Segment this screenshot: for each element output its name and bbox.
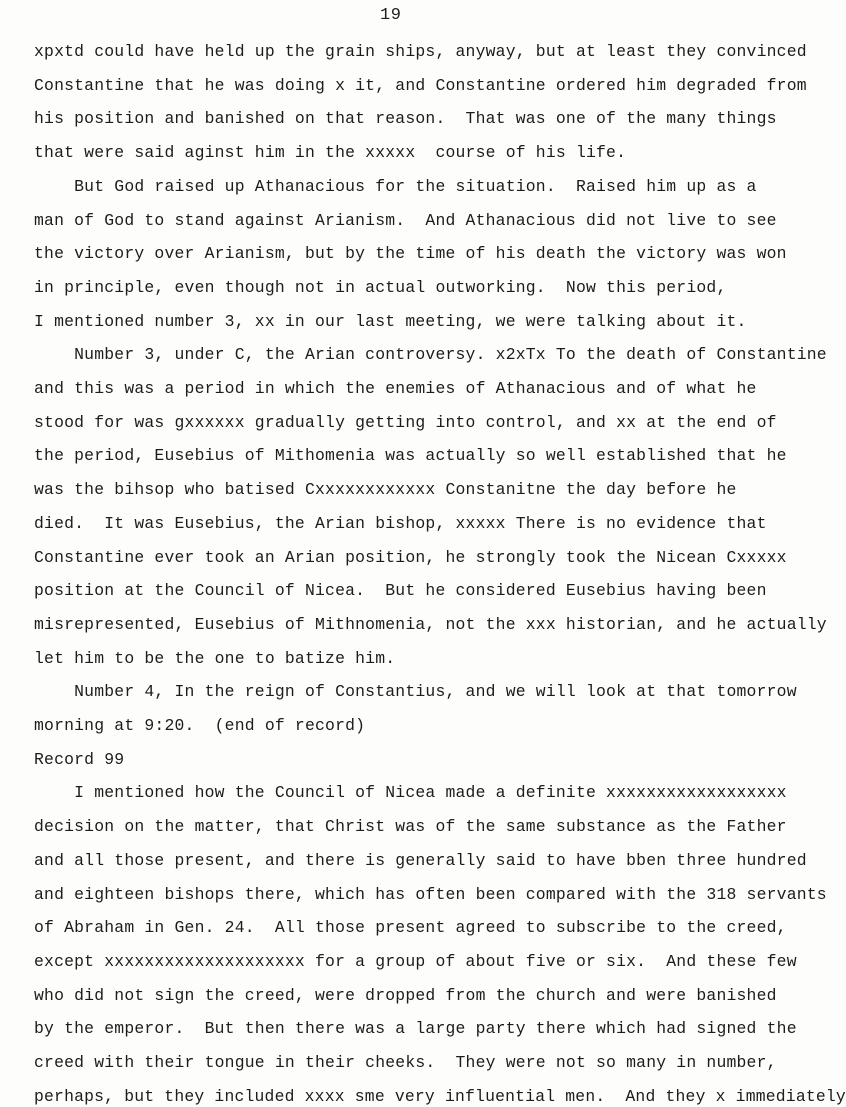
text-line: died. It was Eusebius, the Arian bishop, xxxxx There is no evidence that: [34, 513, 767, 533]
text-line: and eighteen bishops there, which has often been compared with the 318 servants: [34, 884, 827, 904]
text-line: Record 99: [34, 749, 125, 769]
text-line: of Abraham in Gen. 24. All those present agreed to subscribe to the creed,: [34, 918, 787, 938]
text-line: misrepresented, Eusebius of Mithnomenia, not the xxx historian, and he actually: [34, 614, 827, 634]
text-line: who did not sign the creed, were dropped from the church and were banished: [34, 985, 777, 1005]
text-line: morning at 9:20. (end of record): [34, 716, 366, 735]
text-line: Number 3, under C, the Arian controversy. x2xTx To the death of Constantine: [34, 345, 827, 365]
text-line: creed with their tongue in their cheeks. They were not so many in number,: [34, 1053, 777, 1072]
page-number: 19: [380, 6, 402, 25]
text-line: perhaps, but they included xxxx sme very influential men. And they x immediately: [34, 1086, 846, 1106]
text-line: decision on the matter, that Christ was of the same substance as the Father: [34, 817, 787, 837]
text-line: the victory over Arianism, but by the time of his death the victory was won: [34, 244, 787, 264]
text-line: Constantine ever took an Arian position, he strongly took the Nicean Cxxxxx: [34, 547, 787, 567]
text-line: I mentioned how the Council of Nicea made a definite xxxxxxxxxxxxxxxxxx: [34, 783, 787, 803]
text-line: Constantine that he was doing x it, and Constantine ordered him degraded from: [34, 75, 807, 95]
text-line: in principle, even though not in actual outworking. Now this period,: [34, 277, 727, 297]
text-line: But God raised up Athanacious for the situation. Raised him up as a: [34, 176, 757, 196]
text-line: Number 4, In the reign of Constantius, and we will look at that tomorrow: [34, 682, 797, 702]
text-line: I mentioned number 3, xx in our last meeting, we were talking about it.: [34, 311, 747, 331]
text-line: stood for was gxxxxxx gradually getting into control, and xx at the end of: [34, 412, 777, 432]
text-line: and this was a period in which the enemies of Athanacious and of what he: [34, 379, 757, 398]
text-line: the period, Eusebius of Mithomenia was actually so well established that he: [34, 446, 787, 466]
text-line: let him to be the one to batize him.: [34, 648, 396, 668]
text-line: by the emperor. But then there was a large party there which had signed the: [34, 1019, 797, 1039]
text-line: and all those present, and there is generally said to have bben three hundred: [34, 850, 807, 870]
text-line: his position and banished on that reason. That was one of the many things: [34, 109, 777, 129]
text-line: man of God to stand against Arianism. And Athanacious did not live to see: [34, 210, 777, 230]
text-line: was the bihsop who batised Cxxxxxxxxxxxx Constanitne the day before he: [34, 480, 737, 500]
text-line: xpxtd could have held up the grain ships, anyway, but at least they convinced: [34, 42, 807, 61]
text-line: position at the Council of Nicea. But he considered Eusebius having been: [34, 581, 767, 601]
text-line: except xxxxxxxxxxxxxxxxxxxx for a group of about five or six. And these few: [34, 951, 797, 971]
text-line: that were said aginst him in the xxxxx course of his life.: [34, 143, 627, 163]
